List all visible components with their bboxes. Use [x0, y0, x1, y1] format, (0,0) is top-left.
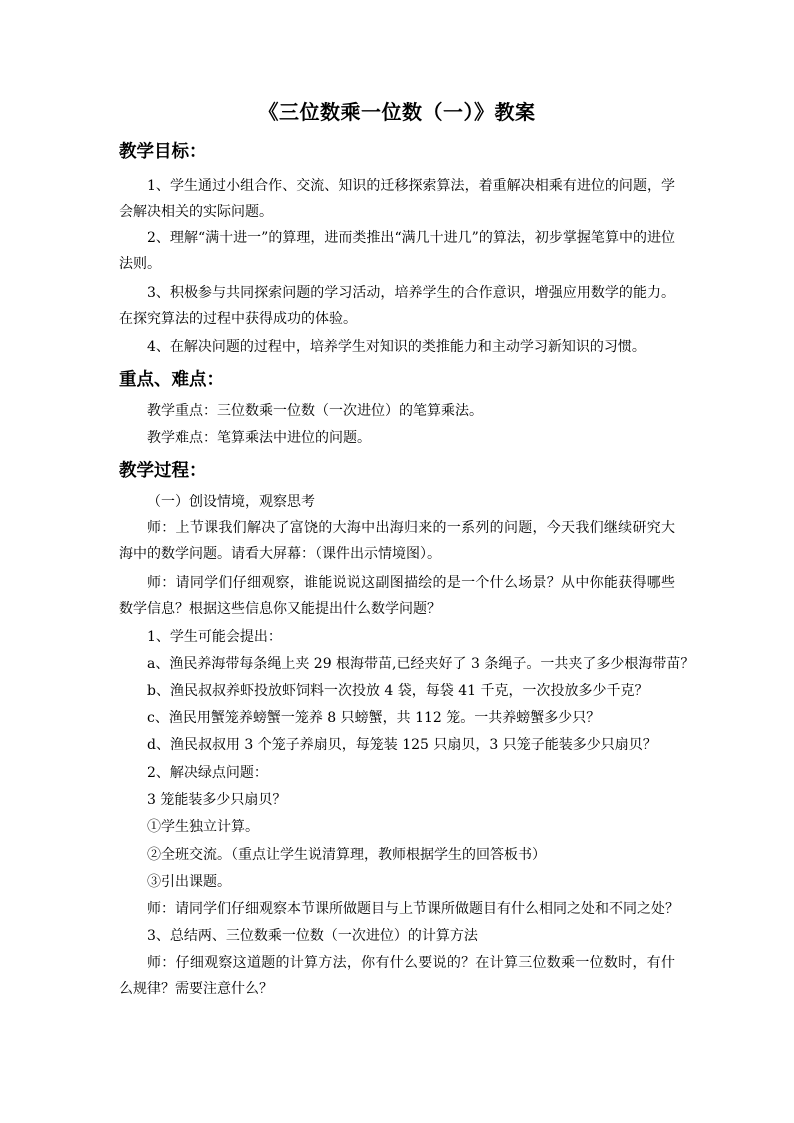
goal-1: 1、学生通过小组合作、交流、知识的迁移探索算法，着重解决相乘有进位的问题，学会解决相关的实际问题。: [119, 178, 675, 220]
item-2: 2、解决绿点问题：: [147, 765, 268, 781]
step-1-title: （一）创设情境，观察思考: [147, 494, 315, 510]
teacher-statement-4: 师：仔细观察这道题的计算方法，你有什么要说的？在计算三位数乘一位数时，有什么规律？需要注意什么？: [119, 955, 675, 997]
teacher-statement-2: 师：请同学们仔细观察，谁能说说这副图描绘的是一个什么场景？从中你能获得哪些数学信息？根据这些信息你又能提出什么数学问题？: [119, 575, 675, 617]
question-a: a、渔民养海带每条绳上夹 29 根海带苗,已经夹好了 3 条绳子。一共夹了多少根海带苗？: [147, 656, 695, 672]
process-heading: 教学过程：: [119, 461, 207, 481]
teacher-statement-3: 师：请同学们仔细观察本节课所做题目与上节课所做题目有什么相同之处和不同之处？: [147, 901, 679, 917]
goals-heading: 教学目标：: [119, 142, 207, 162]
goal-3: 3、积极参与共同探索问题的学习活动，培养学生的合作意识，增强应用数学的能力。在探究算法的过程中获得成功的体验。: [119, 285, 675, 327]
key-point: 教学重点：三位数乘一位数（一次进位）的笔算乘法。: [147, 403, 483, 419]
question-d: d、渔民叔叔用 3 个笼子养扇贝，每笼装 125 只扇贝，3 只笼子能装多少只扇贝？: [147, 737, 657, 753]
goal-2: 2、理解“满十进一”的算理，进而类推出“满几十进几”的算法，初步掌握笔算中的进位法则。: [119, 230, 675, 272]
teacher-statement-1: 师：上节课我们解决了富饶的大海中出海归来的一系列的问题，今天我们继续研究大海中的数学问题。请看大屏幕：（课件出示情境图）。: [119, 520, 675, 562]
item-1: 1、学生可能会提出：: [147, 629, 282, 645]
document-title: 《三位数乘一位数（一）》教案: [258, 100, 536, 124]
key-points-heading: 重点、难点：: [119, 370, 224, 390]
difficult-point: 教学难点：笔算乘法中进位的问题。: [147, 430, 371, 446]
item-3: 3、总结两、三位数乘一位数（一次进位）的计算方法: [147, 928, 478, 944]
question-b: b、渔民叔叔养虾投放虾饲料一次投放 4 袋，每袋 41 千克，一次投放多少千克？: [147, 683, 649, 699]
sub-step-3: ③引出课题。: [147, 874, 231, 890]
question-c: c、渔民用蟹笼养螃蟹一笼养 8 只螃蟹，共 112 笼。一共养螃蟹多少只？: [147, 710, 601, 726]
sub-step-1: ①学生独立计算。: [147, 819, 259, 835]
sub-step-2: ②全班交流。（重点让学生说清算理，教师根据学生的回答板书）: [147, 847, 546, 863]
green-question: 3 笼能装多少只扇贝？: [147, 792, 287, 808]
goal-4: 4、在解决问题的过程中，培养学生对知识的类推能力和主动学习新知识的习惯。: [147, 339, 646, 355]
